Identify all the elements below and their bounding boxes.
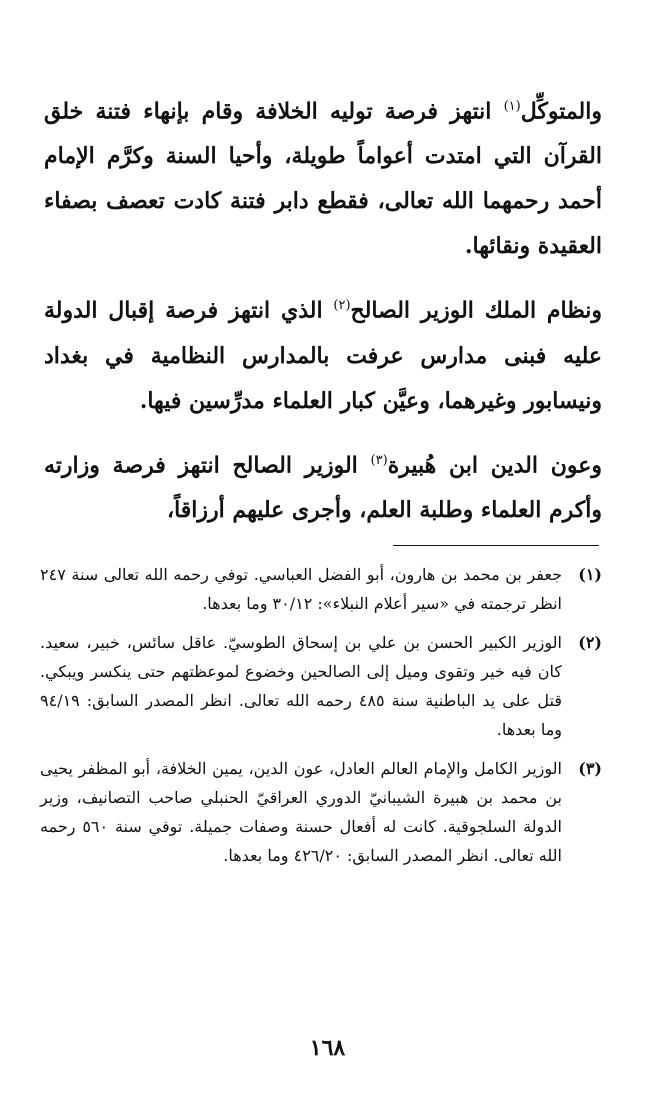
paragraph-text [44, 438, 602, 533]
footnote-separator [393, 545, 599, 546]
paragraph-text [44, 84, 602, 269]
footnote-marker-3: (٣) [370, 452, 388, 468]
paragraph-lead: ونظام الملك الوزير الصالح [350, 297, 602, 324]
footnote-text: الوزير الكامل والإمام العالم العادل، عون الدين، يمين الخلافة، أبو المظفر يحيى بن محمد بن هبيرة الشيبانيّ الدوري العراقيّ الحنبلي صاحب التصانيف، وزير الدولة السلجوقية. كانت له أفعال حسنة وصفات جميلة. توفي سنة ٥٦٠ رحمه الله تعالى. انظر المصدر السابق: ٤٢٦/٢٠ وما بعدها. [40, 759, 562, 865]
footnote-3 [40, 754, 602, 870]
main-text [44, 84, 602, 547]
paragraph-lead: وعون الدين ابن هُبيرة [387, 451, 602, 478]
footnote-2 [40, 628, 602, 744]
paragraph-lead: والمتوكِّل [520, 98, 602, 125]
paragraph-body: الوزير الصالح انتهز فرصة وزارته وأكرم العلماء وطلبة العلم، وأجرى عليهم أرزاقاً، [44, 451, 602, 523]
footnotes [40, 560, 602, 880]
footnote-marker-1: (١) [503, 99, 521, 114]
paragraph-body: انتهز فرصة توليه الخلافة وقام بإنهاء فتنة خلق القرآن التي امتدت أعواماً طويلة، وأحيا السنة وكرَّم الإمام أحمد رحمهما الله تعالى، فقطع دابر فتنة كادت تعصف بصفاء العقيدة ونقائها. [44, 98, 602, 260]
paragraph-text [44, 283, 602, 423]
footnote-1 [40, 560, 602, 618]
paragraph-body: الذي انتهز فرصة إقبال الدولة عليه فبنى مدارس عرفت بالمدارس النظامية في بغداد ونيسابور وغيرهما، وعيَّن كبار العلماء مدرِّسين فيها. [44, 297, 602, 414]
paragraph-1 [44, 84, 602, 269]
footnote-marker-2: (٢) [333, 298, 351, 314]
paragraph-3 [44, 438, 602, 533]
page-number: ١٦٨ [309, 1035, 346, 1061]
footnote-text: الوزير الكبير الحسن بن علي بن إسحاق الطوسيّ. عاقل سائس، خبير، سعيد. كان فيه خير وتقوى وميل إلى الصالحين وخضوع لموعظتهم حتى ينكسر ويبكي. قتل على يد الباطنية سنة ٤٨٥ رحمه الله تعالى. انظر المصدر السابق: ٩٤/١٩ وما بعدها. [40, 633, 563, 739]
footnote-text: جعفر بن محمد بن هارون، أبو الفضل العباسي. توفي رحمه الله تعالى سنة ٢٤٧ انظر ترجمته في «سير أعلام النبلاء»: ٣٠/١٢ وما بعدها. [40, 565, 562, 613]
footnote-number: (٢) [578, 633, 602, 652]
footnote-number: (٣) [578, 759, 602, 778]
footnote-number: (١) [578, 565, 602, 584]
paragraph-2 [44, 283, 602, 423]
